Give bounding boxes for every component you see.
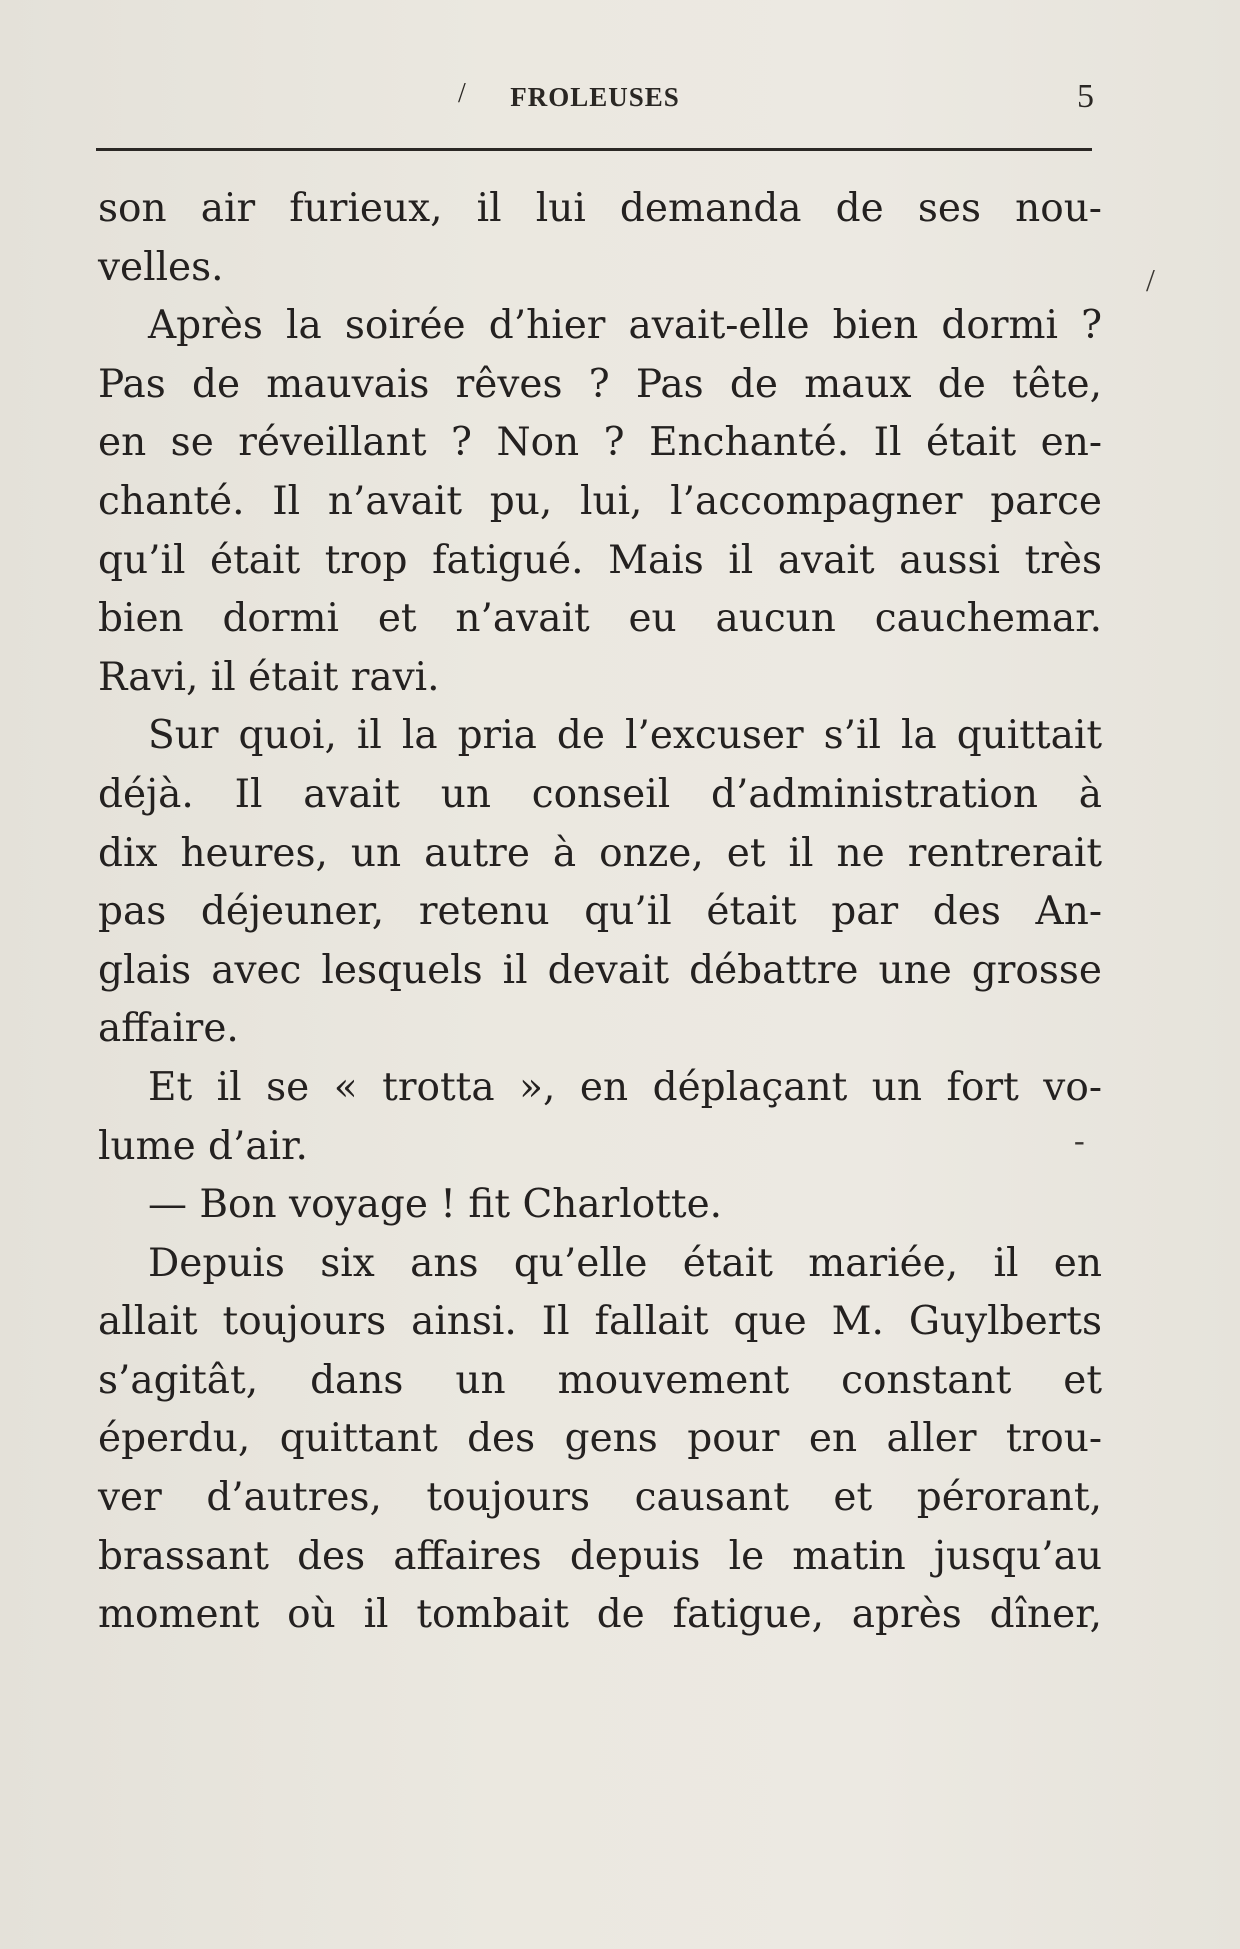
- margin-mark: /: [1146, 262, 1155, 298]
- text-line: bien dormi et n’avait eu aucun cauchemar.: [98, 596, 1102, 642]
- text-line: Pas de mauvais rêves ? Pas de maux de tête,: [98, 361, 1102, 407]
- page-number: 5: [1077, 78, 1094, 115]
- text-line: qu’il était trop fatigué. Mais il avait aussi très: [98, 537, 1102, 583]
- text-line: Depuis six ans qu’elle était mariée, il en: [148, 1240, 1102, 1286]
- text-line: en se réveillant ? Non ? Enchanté. Il était en-: [98, 420, 1102, 466]
- text-line: éperdu, quittant des gens pour en aller trou-: [98, 1416, 1102, 1462]
- body-text: [98, 180, 1102, 1645]
- text-line: allait toujours ainsi. Il fallait que M. Guylberts: [98, 1299, 1102, 1345]
- text-line: s’agitât, dans un mouvement constant et: [98, 1357, 1102, 1403]
- text-line: déjà. Il avait un conseil d’administration à: [98, 771, 1102, 817]
- text-line: — Bon voyage ! fit Charlotte.: [148, 1182, 723, 1228]
- text-line: son air furieux, il lui demanda de ses nou-: [98, 186, 1102, 231]
- text-line: pas déjeuner, retenu qu’il était par des An-: [98, 889, 1102, 935]
- text-line: lume d’air.: [98, 1123, 308, 1169]
- text-line: moment où il tombait de fatigue, après dîner,: [98, 1592, 1102, 1638]
- text-line: affaire.: [98, 1006, 239, 1052]
- text-line: Sur quoi, il la pria de l’excuser s’il la quittait: [148, 713, 1102, 759]
- text-line: chanté. Il n’avait pu, lui, l’accompagner parce: [98, 478, 1102, 524]
- running-title: FROLEUSES: [510, 82, 680, 112]
- text-line: Ravi, il était ravi.: [98, 654, 440, 700]
- text-line: velles.: [98, 244, 224, 290]
- text-line: brassant des affaires depuis le matin jusqu’au: [98, 1533, 1102, 1579]
- text-line: ver d’autres, toujours causant et pérorant,: [98, 1475, 1102, 1521]
- text-line: Et il se « trotta », en déplaçant un fort vo-: [148, 1064, 1102, 1110]
- header-mark: /: [458, 78, 466, 109]
- margin-mark: -: [1074, 1122, 1085, 1158]
- page-header: [96, 78, 1094, 122]
- text-line: dix heures, un autre à onze, et il ne rentrerait: [98, 830, 1102, 876]
- header-rule: [96, 148, 1092, 151]
- text-line: glais avec lesquels il devait débattre une grosse: [98, 947, 1102, 993]
- text-line: Après la soirée d’hier avait-elle bien dormi ?: [148, 303, 1102, 349]
